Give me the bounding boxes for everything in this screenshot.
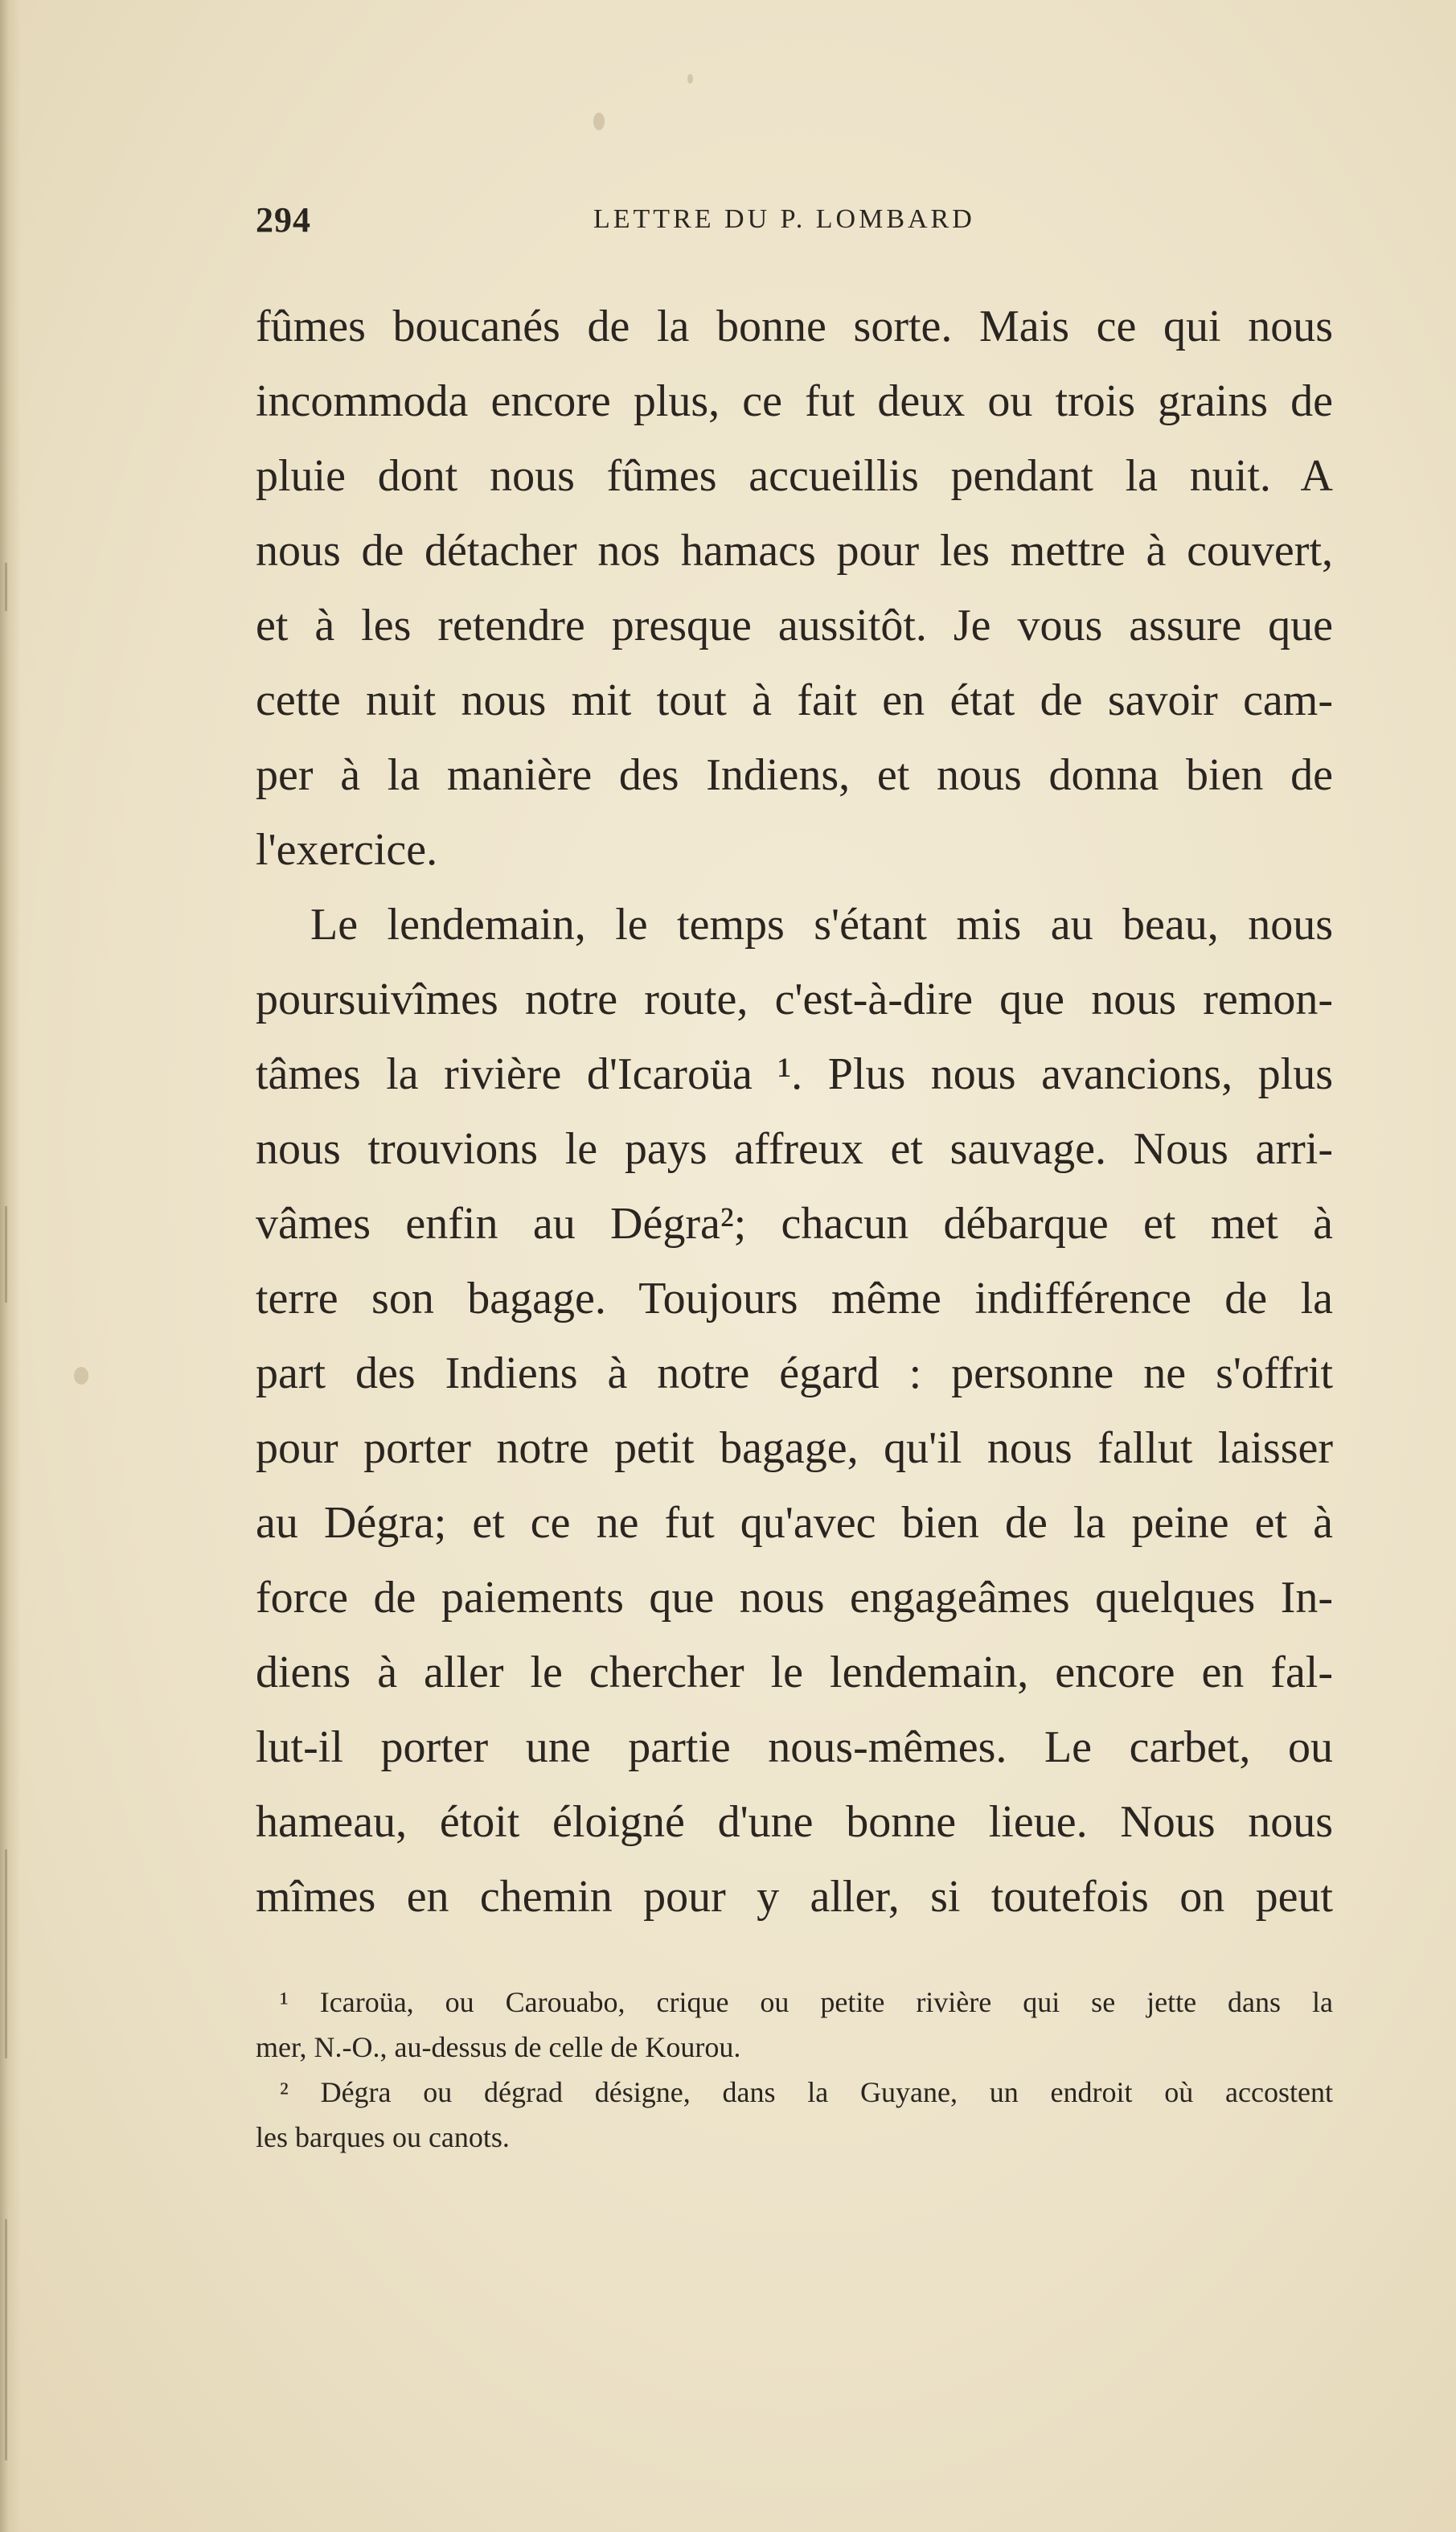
text-line: Le lendemain, le temps s'étant mis au beau, nous xyxy=(310,900,1333,950)
text-line: fûmes boucanés de la bonne sorte. Mais ce qui nous xyxy=(256,302,1333,351)
body-text xyxy=(256,289,1333,1935)
text-line: et à les retendre presque aussitôt. Je vous assure que xyxy=(256,601,1333,650)
footnote-line: ² Dégra ou dégrad désigne, dans la Guyane, un endroit où accostent xyxy=(280,2076,1333,2108)
footnote-line: mer, N.-O., au-dessus de celle de Kourou. xyxy=(256,2031,741,2063)
footnote-line: ¹ Icaroüa, ou Carouabo, crique ou petite rivière qui se jette dans la xyxy=(280,1986,1333,2018)
text-line: force de paiements que nous engageâmes quelques In- xyxy=(256,1573,1333,1623)
text-line: vâmes enfin au Dégra²; chacun débarque et met à xyxy=(256,1199,1333,1249)
text-line: nous de détacher nos hamacs pour les mettre à couvert, xyxy=(256,526,1333,576)
paper-speck xyxy=(74,1367,88,1385)
paper-speck xyxy=(687,74,693,84)
spine-mark xyxy=(5,563,7,611)
text-line: terre son bagage. Toujours même indifférence de la xyxy=(256,1274,1333,1323)
text-line: nous trouvions le pays affreux et sauvage. Nous arri- xyxy=(256,1124,1333,1174)
page-header xyxy=(256,199,1333,248)
text-line: diens à aller le chercher le lendemain, encore en fal- xyxy=(256,1648,1333,1697)
spine-mark xyxy=(5,1849,7,2058)
text-line: tâmes la rivière d'Icaroüa ¹. Plus nous avancions, plus xyxy=(256,1049,1333,1099)
text-line: l'exercice. xyxy=(256,825,438,875)
text-line: per à la manière des Indiens, et nous donna bien de xyxy=(256,750,1333,800)
text-line: incommoda encore plus, ce fut deux ou trois grains de xyxy=(256,376,1333,426)
book-spine-shadow xyxy=(0,0,21,2532)
text-line: au Dégra; et ce ne fut qu'avec bien de la peine et à xyxy=(256,1498,1333,1548)
text-line: poursuivîmes notre route, c'est-à-dire que nous remon- xyxy=(256,975,1333,1024)
spine-mark xyxy=(5,2219,7,2460)
page-number: 294 xyxy=(256,200,311,240)
text-line: cette nuit nous mit tout à fait en état de savoir cam- xyxy=(256,675,1333,725)
text-line: part des Indiens à notre égard : personne ne s'offrit xyxy=(256,1348,1333,1398)
text-line: mîmes en chemin pour y aller, si toutefois on peut xyxy=(256,1872,1333,1922)
text-line: hameau, étoit éloigné d'une bonne lieue. Nous nous xyxy=(256,1797,1333,1847)
footnote-line: les barques ou canots. xyxy=(256,2121,510,2153)
text-line: pluie dont nous fûmes accueillis pendant la nuit. A xyxy=(256,451,1333,501)
spine-mark xyxy=(5,1206,7,1303)
running-head: LETTRE DU P. LOMBARD xyxy=(593,204,975,234)
paper-speck xyxy=(593,113,605,130)
text-line: pour porter notre petit bagage, qu'il nous fallut laisser xyxy=(256,1423,1333,1473)
footnotes xyxy=(256,1980,1333,2160)
text-line: lut-il porter une partie nous-mêmes. Le carbet, ou xyxy=(256,1722,1333,1772)
